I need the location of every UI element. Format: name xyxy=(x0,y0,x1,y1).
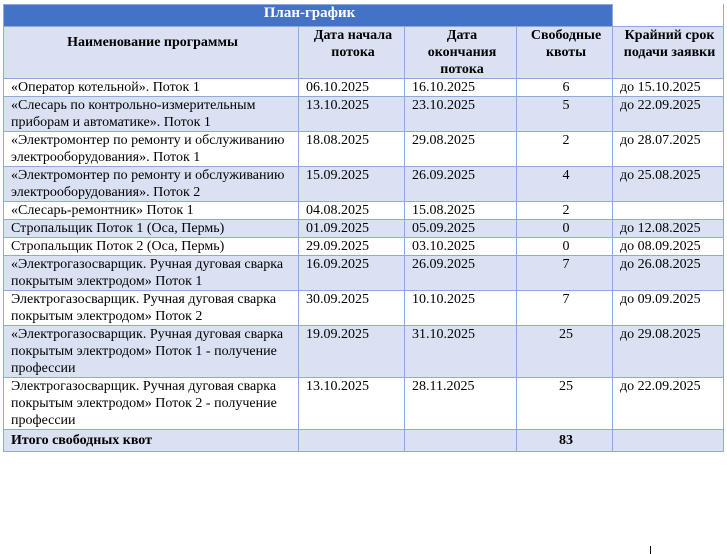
table-row xyxy=(4,220,724,238)
cell-deadline: до 12.08.2025 xyxy=(613,220,724,238)
table-row xyxy=(4,79,724,97)
cell-free-quotas: 5 xyxy=(517,97,613,132)
cell-deadline: до 28.07.2025 xyxy=(613,132,724,167)
cell-start-date: 13.10.2025 xyxy=(299,97,405,132)
cell-end-date: 26.09.2025 xyxy=(405,167,517,202)
cell-free-quotas: 25 xyxy=(517,326,613,378)
cell-deadline: до 15.10.2025 xyxy=(613,79,724,97)
cell-end-date: 03.10.2025 xyxy=(405,238,517,256)
cell-end-date: 05.09.2025 xyxy=(405,220,517,238)
cell-start-date: 04.08.2025 xyxy=(299,202,405,220)
total-row xyxy=(4,430,724,452)
cell-start-date: 30.09.2025 xyxy=(299,291,405,326)
cell-deadline: до 09.09.2025 xyxy=(613,291,724,326)
cell-free-quotas: 0 xyxy=(517,238,613,256)
cell-deadline: до 22.09.2025 xyxy=(613,378,724,430)
cell-program-name: «Электрогазосварщик. Ручная дуговая сварка покрытым электродом» Поток 1 xyxy=(4,256,299,291)
cell-program-name: «Электрогазосварщик. Ручная дуговая сварка покрытым электродом» Поток 1 - получение профессии xyxy=(4,326,299,378)
cell-program-name: «Электромонтер по ремонту и обслуживанию электрооборудования». Поток 2 xyxy=(4,167,299,202)
cell-program-name: Стропальщик Поток 2 (Оса, Пермь) xyxy=(4,238,299,256)
cell-program-name: «Слесарь по контрольно-измерительным приборам и автоматике». Поток 1 xyxy=(4,97,299,132)
table-row xyxy=(4,167,724,202)
cell-deadline: до 08.09.2025 xyxy=(613,238,724,256)
cell-program-name: «Электромонтер по ремонту и обслуживанию электрооборудования». Поток 1 xyxy=(4,132,299,167)
cell-program-name: Стропальщик Поток 1 (Оса, Пермь) xyxy=(4,220,299,238)
cell-deadline: до 22.09.2025 xyxy=(613,97,724,132)
cell-end-date: 10.10.2025 xyxy=(405,291,517,326)
header-end-date: Дата окончания потока xyxy=(405,27,517,79)
cell-end-date: 15.08.2025 xyxy=(405,202,517,220)
cell-end-date: 23.10.2025 xyxy=(405,97,517,132)
cell-start-date: 06.10.2025 xyxy=(299,79,405,97)
cell-program-name: Электрогазосварщик. Ручная дуговая сварка покрытым электродом» Поток 2 xyxy=(4,291,299,326)
title-row xyxy=(4,5,724,27)
table-row xyxy=(4,97,724,132)
cell-deadline: до 29.08.2025 xyxy=(613,326,724,378)
cell-start-date: 15.09.2025 xyxy=(299,167,405,202)
cell-free-quotas: 25 xyxy=(517,378,613,430)
total-quota: 83 xyxy=(517,430,613,452)
cell-program-name: «Оператор котельной». Поток 1 xyxy=(4,79,299,97)
total-empty-cell xyxy=(405,430,517,452)
table-row xyxy=(4,202,724,220)
cell-free-quotas: 7 xyxy=(517,256,613,291)
header-row xyxy=(4,27,724,79)
header-start-date: Дата начала потока xyxy=(299,27,405,79)
cell-start-date: 19.09.2025 xyxy=(299,326,405,378)
header-program-name: Наименование программы xyxy=(4,27,299,79)
table-body xyxy=(4,79,724,430)
cell-deadline: до 25.08.2025 xyxy=(613,167,724,202)
cell-free-quotas: 7 xyxy=(517,291,613,326)
cell-program-name: «Слесарь-ремонтник» Поток 1 xyxy=(4,202,299,220)
table-row xyxy=(4,132,724,167)
plan-schedule-table xyxy=(3,4,724,452)
header-free-quotas: Свободные квоты xyxy=(517,27,613,79)
cell-free-quotas: 0 xyxy=(517,220,613,238)
table-row xyxy=(4,238,724,256)
cell-end-date: 28.11.2025 xyxy=(405,378,517,430)
cell-start-date: 13.10.2025 xyxy=(299,378,405,430)
cell-deadline xyxy=(613,202,724,220)
cell-start-date: 16.09.2025 xyxy=(299,256,405,291)
header-deadline: Крайний срок подачи заявки xyxy=(613,27,724,79)
cell-deadline: до 26.08.2025 xyxy=(613,256,724,291)
table-row xyxy=(4,256,724,291)
table-row xyxy=(4,291,724,326)
table-row xyxy=(4,378,724,430)
table-title: План-график xyxy=(4,5,613,27)
title-blank-cell xyxy=(613,5,724,27)
total-empty-cell xyxy=(613,430,724,452)
cell-free-quotas: 4 xyxy=(517,167,613,202)
cell-free-quotas: 2 xyxy=(517,132,613,167)
table-row xyxy=(4,326,724,378)
total-label: Итого свободных квот xyxy=(4,430,299,452)
cell-start-date: 01.09.2025 xyxy=(299,220,405,238)
cell-end-date: 26.09.2025 xyxy=(405,256,517,291)
cell-free-quotas: 2 xyxy=(517,202,613,220)
cell-end-date: 31.10.2025 xyxy=(405,326,517,378)
cell-program-name: Электрогазосварщик. Ручная дуговая сварка покрытым электродом» Поток 2 - получение профессии xyxy=(4,378,299,430)
cell-start-date: 18.08.2025 xyxy=(299,132,405,167)
cell-end-date: 16.10.2025 xyxy=(405,79,517,97)
cell-start-date: 29.09.2025 xyxy=(299,238,405,256)
cell-free-quotas: 6 xyxy=(517,79,613,97)
cell-edge-mark xyxy=(650,546,651,554)
total-empty-cell xyxy=(299,430,405,452)
cell-end-date: 29.08.2025 xyxy=(405,132,517,167)
